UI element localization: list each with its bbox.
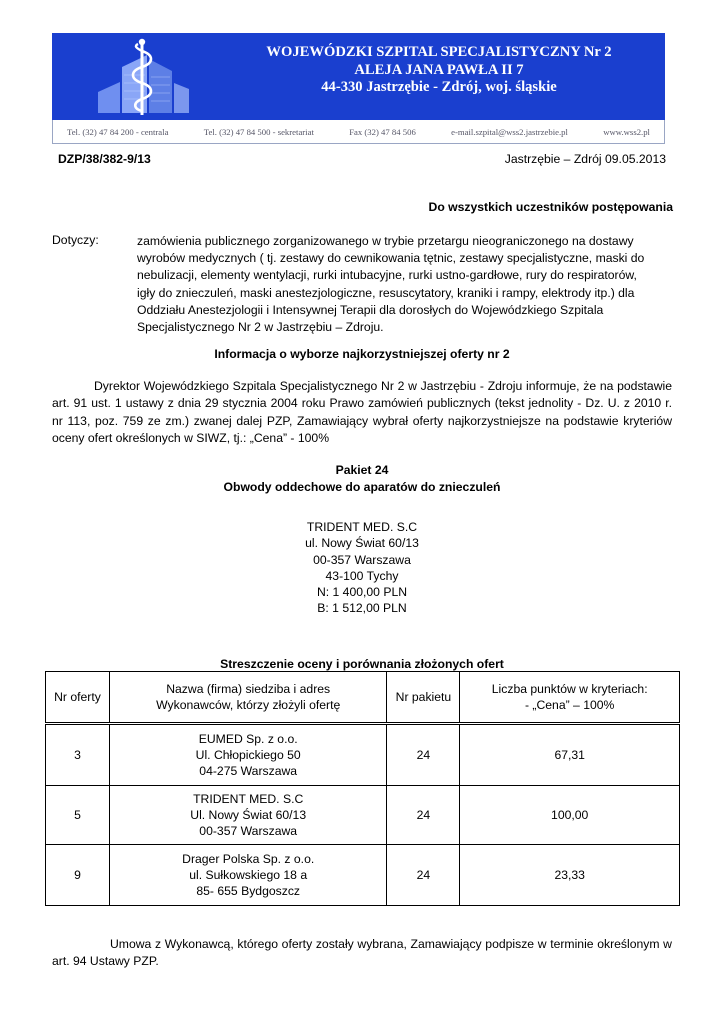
phone-central: Tel. (32) 47 84 200 - centrala — [67, 126, 169, 137]
contractor-city: 85- 655 Bydgoszcz — [196, 884, 301, 898]
table-title: Streszczenie oceny i porównania złożonych ofert — [220, 657, 504, 671]
header-contractor-line: Wykonawców, którzy złożyli ofertę — [156, 698, 341, 712]
contractor-city: 00-357 Warszawa — [199, 824, 298, 838]
header-contractor-line: Nazwa (firma) siedziba i adres — [166, 682, 331, 696]
winner-name: TRIDENT MED. S.C — [306, 520, 418, 534]
subject-line: wyrobów medycznych ( tj. zestawy do cewnikowania tętnic, zestawy specjalistyczne, maski do — [137, 251, 645, 266]
offer-number: 5 — [46, 786, 110, 845]
winner-postal: 00-357 Warszawa — [313, 552, 411, 567]
addressee: Do wszystkich uczestników postępowania — [428, 200, 673, 214]
email: e-mail.szpital@wss2.jastrzebie.pl — [451, 126, 568, 137]
fax: Fax (32) 47 84 506 — [349, 126, 416, 137]
contractor-cell — [109, 724, 387, 786]
package-heading — [52, 462, 672, 496]
header-points-line: - „Cena” – 100% — [524, 698, 615, 712]
hospital-street: ALEJA JANA PAWŁA II 7 — [354, 61, 524, 78]
reference-number: DZP/38/382-9/13 — [58, 152, 151, 166]
contractor-cell — [109, 845, 387, 906]
package-name: Obwody oddechowe do aparatów do znieczuleń — [223, 480, 501, 494]
contractor-name: TRIDENT MED. S.C — [193, 792, 304, 806]
package-number: 24 — [387, 724, 460, 786]
table-header-row — [46, 672, 680, 724]
header-points — [460, 672, 680, 724]
header-offer-number: Nr oferty — [46, 672, 110, 724]
contractor-city: 04-275 Warszawa — [199, 764, 298, 778]
header-package-number: Nr pakietu — [387, 672, 460, 724]
package-number: 24 — [387, 786, 460, 845]
caduceus-hospital-logo-icon — [92, 37, 192, 117]
subject-line: Oddziału Anestezjologii i Intensywnej Terapii dla dorosłych do Wojewódzkiego Szpitala — [137, 302, 604, 317]
subject-line: Specjalistycznego Nr 2 w Jastrzębiu – Zdroju. — [137, 320, 384, 335]
table-row — [46, 724, 680, 786]
header-points-line: Liczba punktów w kryteriach: — [491, 682, 648, 696]
website: www.wss2.pl — [603, 126, 650, 137]
winner-street: ul. Nowy Świat 60/13 — [305, 536, 419, 551]
letterhead — [52, 33, 665, 120]
hospital-name: WOJEWÓDZKI SZPITAL SPECJALISTYCZNY Nr 2 — [266, 44, 612, 60]
package-number: 24 — [387, 845, 460, 906]
letterhead-text — [214, 44, 664, 97]
final-paragraph: Umowa z Wykonawcą, którego oferty zostały wybrana, Zamawiający podpisze w terminie określonym w art. 94 Ustawy PZP. — [52, 937, 672, 969]
subject-label: Dotyczy: — [52, 233, 99, 247]
winner-postal-2: 43-100 Tychy — [325, 568, 399, 583]
score: 23,33 — [460, 845, 680, 906]
offers-table — [45, 671, 680, 906]
table-row — [46, 786, 680, 845]
package-number: Pakiet 24 — [335, 463, 389, 477]
info-title: Informacja o wyborze najkorzystniejszej oferty nr 2 — [214, 347, 510, 361]
subject-text — [137, 233, 677, 336]
subject-line: nebulizacji, elementy wentylacji, rurki intubacyjne, rurki ustno-gardłowe, rury do respiratorów, — [137, 268, 637, 283]
contact-bar — [52, 120, 665, 144]
subject-line: zamówienia publicznego zorganizowanego w trybie przetargu nieograniczonego na dostawy — [137, 234, 634, 248]
score: 67,31 — [460, 724, 680, 786]
contractor-name: EUMED Sp. z o.o. — [198, 732, 298, 746]
phone-secretariat: Tel. (32) 47 84 500 - sekretariat — [203, 126, 314, 137]
decision-paragraph: Dyrektor Wojewódzkiego Szpitala Specjalistycznego Nr 2 w Jastrzębiu - Zdroju informuje, że na podstawie art. 91 ust. 1 ustawy z dnia 29 stycznia 2004 roku Prawo zamówień publicznych (tekst jednolity - Dz. U. z 2010 r. nr 113, poz. 759 ze zm.) zwanej dalej PZP, Zamawiający wybrał oferty najkorzystniejsze na podstawie kryteriów oceny ofert określonych w SIWZ, tj.: „Cena” - 100% — [52, 379, 672, 445]
subject-line: igły do znieczuleń, maski anestezjologiczne, resuscytatory, kraniki i rampy, elektrody itp.) dla — [137, 285, 635, 300]
contractor-name: Drager Polska Sp. z o.o. — [182, 852, 315, 866]
contractor-street: Ul. Chłopickiego 50 — [195, 748, 301, 762]
document-date: Jastrzębie – Zdrój 09.05.2013 — [504, 152, 666, 166]
contractor-street: ul. Sułkowskiego 18 a — [189, 868, 308, 882]
header-contractor — [109, 672, 387, 724]
score: 100,00 — [460, 786, 680, 845]
offer-number: 3 — [46, 724, 110, 786]
offer-number: 9 — [46, 845, 110, 906]
winner-net-price: N: 1 400,00 PLN — [316, 585, 408, 600]
winner-block — [52, 519, 672, 617]
table-row — [46, 845, 680, 906]
contractor-street: Ul. Nowy Świat 60/13 — [190, 808, 307, 822]
contractor-cell — [109, 786, 387, 845]
hospital-city: 44-330 Jastrzębie - Zdrój, woj. śląskie — [321, 79, 557, 95]
winner-gross-price: B: 1 512,00 PLN — [317, 601, 407, 616]
